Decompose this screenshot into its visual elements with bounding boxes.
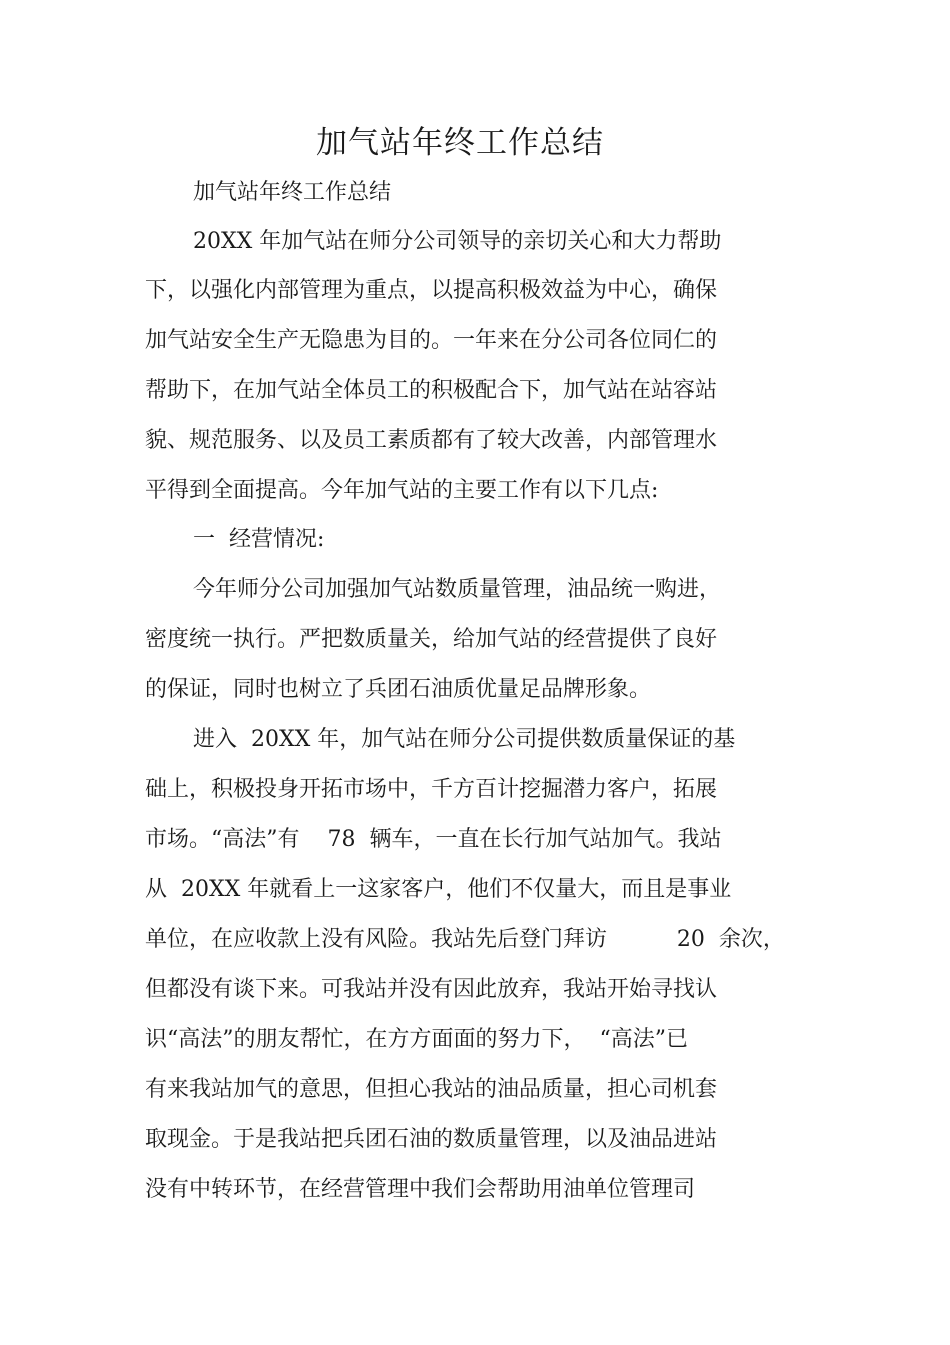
body-line: 有来我站加气的意思，但担心我站的油品质量，担心司机套 (145, 1077, 718, 1102)
subtitle-line: 加气站年终工作总结 (193, 180, 392, 205)
document-title: 加气站年终工作总结 (316, 125, 604, 161)
body-line: 加气站安全生产无隐患为目的。一年来在分公司各位同仁的 (145, 328, 718, 353)
body-line: 帮助下，在加气站全体员工的积极配合下，加气站在站容站 (145, 378, 718, 403)
body-line: 进入 20XX 年，加气站在师分公司提供数质量保证的基 (193, 727, 736, 752)
body-line: 识“高法”的朋友帮忙，在方方面面的努力下， “高法”已 (145, 1027, 688, 1052)
body-line: 但都没有谈下来。可我站并没有因此放弃，我站开始寻找认 (145, 977, 718, 1002)
body-line: 平得到全面提高。今年加气站的主要工作有以下几点: (145, 478, 659, 503)
section-heading: 一 经营情况: (193, 527, 325, 552)
body-line: 市场。“高法”有 78 辆车，一直在长行加气站加气。我站 (145, 827, 722, 852)
body-line: 貌、规范服务、以及员工素质都有了较大改善，内部管理水 (145, 428, 718, 453)
body-line: 础上，积极投身开拓市场中，千方百计挖掘潜力客户，拓展 (145, 777, 718, 802)
body-line: 今年师分公司加强加气站数质量管理，油品统一购进， (193, 577, 722, 602)
body-line: 单位，在应收款上没有风险。我站先后登门拜访 20 余次， (145, 927, 785, 952)
body-line: 从 20XX 年就看上一这家客户，他们不仅量大，而且是事业 (145, 877, 732, 902)
body-line: 下，以强化内部管理为重点，以提高积极效益为中心，确保 (145, 278, 718, 303)
body-line: 没有中转环节，在经营管理中我们会帮助用油单位管理司 (145, 1177, 696, 1202)
body-line: 取现金。于是我站把兵团石油的数质量管理，以及油品进站 (145, 1127, 718, 1152)
body-line: 密度统一执行。严把数质量关，给加气站的经营提供了良好 (145, 627, 718, 652)
body-line: 的保证，同时也树立了兵团石油质优量足品牌形象。 (145, 677, 652, 702)
body-line: 20XX 年加气站在师分公司领导的亲切关心和大力帮助 (193, 229, 722, 254)
